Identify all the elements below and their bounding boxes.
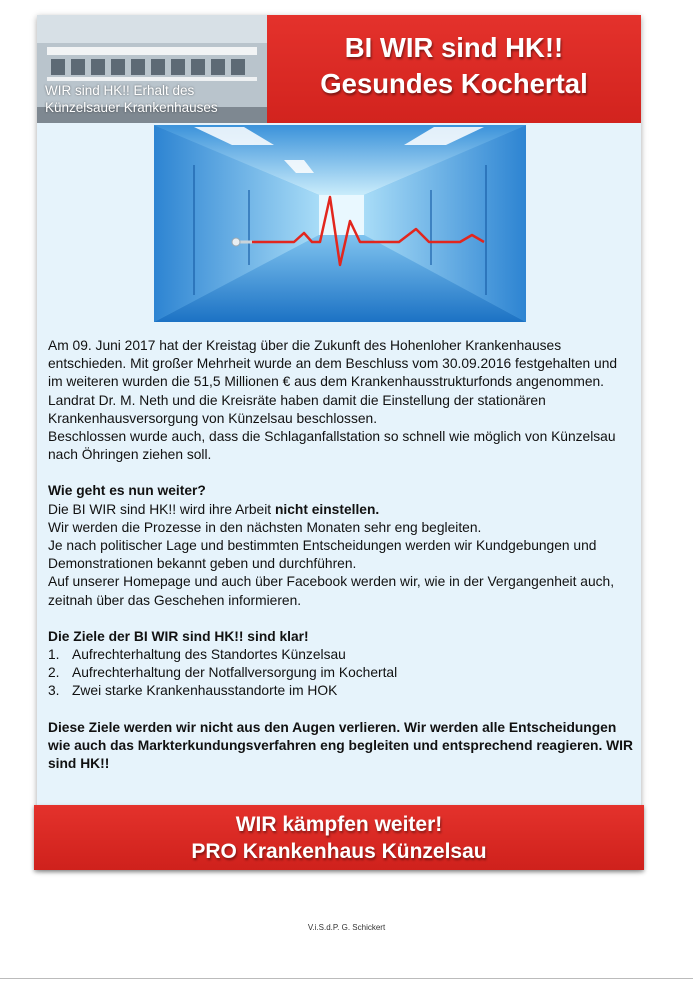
goal-item	[48, 664, 634, 682]
hospital-building-photo	[37, 15, 267, 123]
closing-statement: Diese Ziele werden wir nicht aus den Augen verlieren. Wir werden alle Entscheidungen wie auch das Markterkundungsverfahren eng begleiten und entsprechend reagieren. WIR sind HK!!	[48, 719, 633, 772]
goal-number: 3.	[48, 683, 60, 699]
footer-banner	[34, 805, 644, 870]
title-line-1: BI WIR sind HK!!	[344, 32, 564, 63]
title-banner	[267, 15, 641, 123]
responsible-person-note: V.i.S.d.P. G. Schickert	[307, 923, 386, 932]
photo-caption: WIR sind HK!! Erhalt des Künzelsauer Krankenhauses	[45, 83, 218, 115]
next-steps-line-2: Wir werden die Prozesse in den nächsten Monaten sehr eng begleiten.	[48, 519, 482, 535]
stroke-unit-paragraph: Beschlossen wurde auch, dass die Schlaganfallstation so schnell wie möglich von Künzelsau nach Öhringen ziehen soll.	[48, 429, 616, 463]
next-steps-line-4: Auf unserer Homepage und auch über Facebook werden wir, wie in der Vergangenheit auch, zeitnah über das Geschehen informieren.	[48, 574, 615, 608]
goal-number: 2.	[48, 665, 60, 681]
goal-item	[48, 646, 634, 664]
goal-item	[48, 682, 634, 700]
goal-text: Aufrechterhaltung des Standortes Künzelsau	[72, 647, 346, 663]
flyer	[37, 15, 641, 868]
body-text	[48, 337, 634, 773]
title-line-2: Gesundes Kochertal	[320, 68, 588, 99]
next-steps-line-1	[48, 501, 634, 519]
goal-number: 1.	[48, 647, 60, 663]
page-bottom-divider	[0, 978, 693, 979]
footer-line-1: WIR kämpfen weiter!	[235, 813, 443, 836]
intro-paragraph: Am 09. Juni 2017 hat der Kreistag über die Zukunft des Hohenloher Krankenhauses entschieden. Mit großer Mehrheit wurde an dem Beschluss vom 30.09.2016 festgehalten und im weiteren wurden die 51,5 Millionen € aus dem Krankenhausstrukturfonds angenommen. Landrat Dr. M. Neth und die Kreisräte haben damit die Einstellung der stationären Krankenhausversorgung von Künzelsau beschlossen.	[48, 338, 618, 426]
next-steps-line-1-text: Die BI WIR sind HK!! wird ihre Arbeit	[48, 501, 275, 517]
section-heading-goals: Die Ziele der BI WIR sind HK!! sind klar!	[48, 628, 309, 644]
next-steps-emphasis: nicht einstellen.	[274, 501, 380, 517]
goals-list	[48, 646, 634, 701]
footer-line-2: PRO Krankenhaus Künzelsau	[191, 840, 487, 863]
next-steps-line-3: Je nach politischer Lage und bestimmten Entscheidungen werden wir Kundgebungen und Demonstrationen bekannt geben und durchführen.	[48, 538, 597, 572]
goal-text: Zwei starke Krankenhausstandorte im HOK	[72, 683, 338, 699]
corridor-heartbeat-illustration	[154, 125, 526, 322]
section-heading-next-steps: Wie geht es nun weiter?	[48, 483, 206, 499]
hospital-corridor-image	[154, 125, 526, 322]
goal-text: Aufrechterhaltung der Notfallversorgung im Kochertal	[72, 665, 398, 681]
